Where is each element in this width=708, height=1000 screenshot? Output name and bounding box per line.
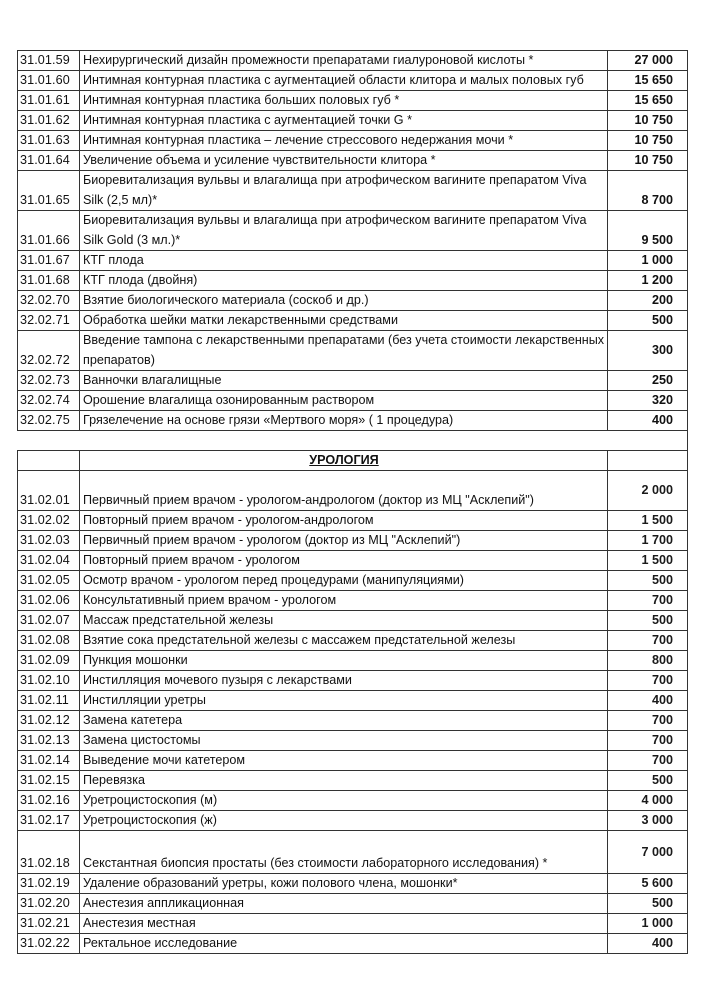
service-name: Замена катетера <box>80 711 608 731</box>
table-row <box>18 811 688 831</box>
table-row <box>18 771 688 791</box>
table-row <box>18 391 688 411</box>
service-price: 700 <box>608 671 688 691</box>
service-name: Инстилляция мочевого пузыря с лекарствами <box>80 671 608 691</box>
table-row <box>18 611 688 631</box>
service-name: Введение тампона с лекарственными препаратами (без учета стоимости лекарственных препаратов) <box>80 331 608 371</box>
service-code: 32.02.73 <box>18 371 80 391</box>
table-row <box>18 411 688 431</box>
service-code: 31.01.59 <box>18 51 80 71</box>
table-row <box>18 471 688 511</box>
service-name: Удаление образований уретры, кожи полового члена, мошонки* <box>80 874 608 894</box>
service-price: 400 <box>608 411 688 431</box>
service-price: 1 700 <box>608 531 688 551</box>
service-code: 31.02.18 <box>18 831 80 874</box>
service-price: 10 750 <box>608 131 688 151</box>
table-row <box>18 91 688 111</box>
service-price: 400 <box>608 691 688 711</box>
service-price: 3 000 <box>608 811 688 831</box>
table-row <box>18 51 688 71</box>
table-row <box>18 511 688 531</box>
service-price: 700 <box>608 631 688 651</box>
service-code: 31.01.67 <box>18 251 80 271</box>
service-name: Нехирургический дизайн промежности препаратами гиалуроновой кислоты * <box>80 51 608 71</box>
service-name: Ванночки влагалищные <box>80 371 608 391</box>
table-row <box>18 914 688 934</box>
service-price: 700 <box>608 751 688 771</box>
service-name: Консультативный прием врачом - урологом <box>80 591 608 611</box>
service-price: 500 <box>608 611 688 631</box>
service-code: 31.01.63 <box>18 131 80 151</box>
service-code: 31.01.65 <box>18 171 80 211</box>
service-price: 1 500 <box>608 511 688 531</box>
table-row <box>18 874 688 894</box>
service-code: 31.02.05 <box>18 571 80 591</box>
service-code: 31.01.60 <box>18 71 80 91</box>
service-name: Интимная контурная пластика – лечение стрессового недержания мочи * <box>80 131 608 151</box>
service-price: 15 650 <box>608 71 688 91</box>
table-row <box>18 131 688 151</box>
table-row <box>18 551 688 571</box>
service-price: 5 600 <box>608 874 688 894</box>
service-price: 500 <box>608 311 688 331</box>
table-row <box>18 631 688 651</box>
service-name: Массаж предстательной железы <box>80 611 608 631</box>
service-code: 31.02.15 <box>18 771 80 791</box>
service-price: 200 <box>608 291 688 311</box>
table-row <box>18 531 688 551</box>
service-code: 32.02.70 <box>18 291 80 311</box>
service-price: 4 000 <box>608 791 688 811</box>
service-name: Выведение мочи катетером <box>80 751 608 771</box>
service-price: 8 700 <box>608 171 688 211</box>
service-name: Ректальное исследование <box>80 934 608 954</box>
service-code: 31.01.64 <box>18 151 80 171</box>
service-price: 700 <box>608 711 688 731</box>
service-code: 32.02.75 <box>18 411 80 431</box>
service-price: 250 <box>608 371 688 391</box>
table-row <box>18 831 688 874</box>
service-price: 800 <box>608 651 688 671</box>
service-name: Перевязка <box>80 771 608 791</box>
service-code: 31.02.16 <box>18 791 80 811</box>
table-row <box>18 171 688 211</box>
service-name: Первичный прием врачом - урологом-андрологом (доктор из МЦ "Асклепий") <box>80 471 608 511</box>
service-name: Замена цистостомы <box>80 731 608 751</box>
service-name: Инстилляции уретры <box>80 691 608 711</box>
service-code: 31.02.10 <box>18 671 80 691</box>
service-code: 31.02.17 <box>18 811 80 831</box>
service-price: 320 <box>608 391 688 411</box>
service-price: 2 000 <box>608 471 688 511</box>
service-name: Уретроцистоскопия (ж) <box>80 811 608 831</box>
service-price: 1 000 <box>608 251 688 271</box>
service-code: 31.02.21 <box>18 914 80 934</box>
table-row <box>18 791 688 811</box>
service-code: 31.02.04 <box>18 551 80 571</box>
table-row <box>18 571 688 591</box>
service-code: 32.02.72 <box>18 331 80 371</box>
service-price: 7 000 <box>608 831 688 874</box>
service-price: 700 <box>608 591 688 611</box>
service-name: Биоревитализация вульвы и влагалища при атрофическом вагините препаратом Viva Silk (2,5 мл)* <box>80 171 608 211</box>
service-code: 31.02.19 <box>18 874 80 894</box>
service-code: 31.01.66 <box>18 211 80 251</box>
table-row <box>18 71 688 91</box>
service-code: 31.02.01 <box>18 471 80 511</box>
service-name: Повторный прием врачом - урологом-андрологом <box>80 511 608 531</box>
section-heading-row <box>18 451 688 471</box>
table-row <box>18 731 688 751</box>
service-name: Увеличение объема и усиление чувствительности клитора * <box>80 151 608 171</box>
service-name: Взятие биологического материала (соскоб и др.) <box>80 291 608 311</box>
service-name: КТГ плода <box>80 251 608 271</box>
service-price: 15 650 <box>608 91 688 111</box>
service-code: 31.02.22 <box>18 934 80 954</box>
service-code: 31.02.13 <box>18 731 80 751</box>
service-name: Осмотр врачом - урологом перед процедурами (манипуляциями) <box>80 571 608 591</box>
table-row <box>18 691 688 711</box>
service-name: КТГ плода (двойня) <box>80 271 608 291</box>
table-row <box>18 251 688 271</box>
service-code: 31.01.62 <box>18 111 80 131</box>
service-name: Первичный прием врачом - урологом (доктор из МЦ "Асклепий") <box>80 531 608 551</box>
service-code: 31.02.02 <box>18 511 80 531</box>
service-price: 500 <box>608 771 688 791</box>
service-name: Интимная контурная пластика с аугментацией точки G * <box>80 111 608 131</box>
spacer-row <box>18 431 688 451</box>
table-row <box>18 591 688 611</box>
section-title: УРОЛОГИЯ <box>80 451 608 471</box>
table-row <box>18 331 688 371</box>
service-code: 31.01.68 <box>18 271 80 291</box>
table-row <box>18 751 688 771</box>
service-price: 300 <box>608 331 688 371</box>
service-code: 31.02.11 <box>18 691 80 711</box>
table-row <box>18 894 688 914</box>
empty-cell <box>18 451 80 471</box>
service-name: Пункция мошонки <box>80 651 608 671</box>
service-price: 500 <box>608 894 688 914</box>
table-row <box>18 934 688 954</box>
table-row <box>18 111 688 131</box>
price-list-body <box>18 51 688 954</box>
service-price: 10 750 <box>608 111 688 131</box>
table-row <box>18 651 688 671</box>
service-code: 31.02.03 <box>18 531 80 551</box>
price-list-table <box>17 50 688 954</box>
service-code: 31.02.12 <box>18 711 80 731</box>
service-name: Интимная контурная пластика больших половых губ * <box>80 91 608 111</box>
service-name: Обработка шейки матки лекарственными средствами <box>80 311 608 331</box>
service-code: 31.02.07 <box>18 611 80 631</box>
service-code: 31.02.08 <box>18 631 80 651</box>
service-price: 1 500 <box>608 551 688 571</box>
table-row <box>18 311 688 331</box>
service-name: Анестезия аппликационная <box>80 894 608 914</box>
service-code: 31.02.09 <box>18 651 80 671</box>
service-price: 500 <box>608 571 688 591</box>
table-row <box>18 271 688 291</box>
service-name: Биоревитализация вульвы и влагалища при атрофическом вагините препаратом Viva Silk Gold (3 мл.)* <box>80 211 608 251</box>
service-name: Повторный прием врачом - урологом <box>80 551 608 571</box>
service-price: 400 <box>608 934 688 954</box>
table-row <box>18 291 688 311</box>
service-name: Секстантная биопсия простаты (без стоимости лабораторного исследования) * <box>80 831 608 874</box>
service-price: 27 000 <box>608 51 688 71</box>
service-code: 32.02.74 <box>18 391 80 411</box>
service-price: 700 <box>608 731 688 751</box>
service-price: 10 750 <box>608 151 688 171</box>
service-name: Уретроцистоскопия (м) <box>80 791 608 811</box>
service-code: 31.01.61 <box>18 91 80 111</box>
table-row <box>18 211 688 251</box>
service-name: Интимная контурная пластика с аугментацией области клитора и малых половых губ <box>80 71 608 91</box>
empty-cell <box>608 451 688 471</box>
service-name: Грязелечение на основе грязи «Мертвого моря» ( 1 процедура) <box>80 411 608 431</box>
table-row <box>18 151 688 171</box>
service-code: 32.02.71 <box>18 311 80 331</box>
service-name: Взятие сока предстательной железы с массажем предстательной железы <box>80 631 608 651</box>
service-price: 1 000 <box>608 914 688 934</box>
service-price: 9 500 <box>608 211 688 251</box>
service-name: Орошение влагалища озонированным раствором <box>80 391 608 411</box>
service-code: 31.02.14 <box>18 751 80 771</box>
service-code: 31.02.20 <box>18 894 80 914</box>
table-row <box>18 671 688 691</box>
service-name: Анестезия местная <box>80 914 608 934</box>
service-code: 31.02.06 <box>18 591 80 611</box>
service-price: 1 200 <box>608 271 688 291</box>
empty-cell <box>18 431 688 451</box>
table-row <box>18 711 688 731</box>
table-row <box>18 371 688 391</box>
